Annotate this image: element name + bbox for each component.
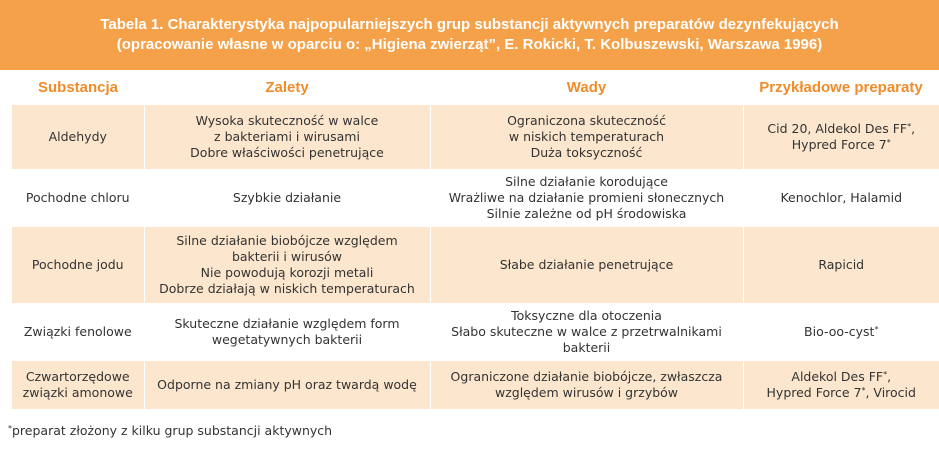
cell-line: Skuteczne działanie względem form [174, 316, 400, 331]
cell-line: Silnie zależne od pH środowiska [486, 206, 687, 221]
substances-table [12, 70, 939, 409]
table-row [12, 169, 939, 227]
cell-line: Dobre właściwości penetrujące [190, 145, 384, 160]
cell-advantages [144, 303, 430, 361]
header-substance: Substancja [37, 79, 119, 96]
cell-examples [743, 303, 939, 361]
cell-line: bakterii i wirusów [231, 249, 343, 264]
table-row [12, 361, 939, 409]
cell-line: Wrażliwe na działanie promieni słonecznych [448, 190, 725, 205]
cell-advantages [144, 361, 430, 409]
cell-line: Związki fenolowe [23, 324, 132, 339]
cell-line: Aldekol Des FF*, [791, 369, 892, 384]
cell-line: Duża toksyczność [530, 145, 643, 160]
cell-line: Silne działanie biobójcze względem [176, 233, 398, 248]
cell-line: Cid 20, Aldekol Des FF*, [767, 121, 916, 136]
cell-disadvantages [430, 303, 743, 361]
cell-line: Kenochlor, Halamid [780, 190, 903, 205]
cell-line: Dobrze działają w niskich temperaturach [159, 281, 415, 296]
table-header-row [12, 70, 939, 105]
cell-line: Rapicid [818, 257, 865, 272]
cell-substance [12, 105, 144, 169]
cell-line: Ograniczona skuteczność [507, 113, 666, 128]
cell-examples [743, 361, 939, 409]
cell-substance [12, 227, 144, 303]
cell-examples [743, 169, 939, 227]
cell-line: Szybkie działanie [232, 190, 342, 205]
table-row [12, 227, 939, 303]
cell-line: Odporne na zmiany pH oraz twardą wodę [157, 377, 417, 392]
header-examples: Przykładowe preparaty [759, 79, 923, 96]
table-body [12, 105, 939, 409]
cell-line: Silne działanie korodujące [505, 174, 668, 189]
cell-line: Czwartorzędowe [25, 369, 130, 384]
cell-line: Wysoka skuteczność w walce [195, 113, 379, 128]
table-title [0, 0, 939, 70]
table-row [12, 105, 939, 169]
footnote: *preparat złożony z kilku grup substancji aktywnych [8, 423, 333, 438]
table-container [12, 70, 939, 409]
cell-line: Toksyczne dla otoczenia [511, 308, 662, 323]
cell-disadvantages [430, 105, 743, 169]
cell-line: w niskich temperaturach [508, 129, 665, 144]
cell-disadvantages [430, 227, 743, 303]
cell-line: Pochodne chloru [25, 190, 130, 205]
cell-line: Hypred Force 7*, Virocid [766, 385, 916, 400]
header-disadvantages: Wady [566, 79, 607, 96]
cell-line: Bio-oo-cyst* [804, 324, 879, 339]
cell-substance [12, 361, 144, 409]
cell-disadvantages [430, 361, 743, 409]
table-title-line1: Tabela 1. Charakterystyka najpopularniejszych grup substancji aktywnych preparatów dezynfekujących [100, 16, 839, 33]
cell-line: wegetatywnych bakterii [211, 332, 363, 347]
cell-line: bakterii [562, 340, 611, 355]
header-advantages: Zalety [265, 79, 309, 96]
cell-line: względem wirusów i grzybów [494, 385, 679, 400]
cell-line: Hypred Force 7* [791, 137, 891, 152]
table-title-line2: (opracowanie własne w oparciu o: „Higiena zwierząt”, E. Rokicki, T. Kolbuszewski, Warszawa 1996) [116, 36, 823, 53]
cell-advantages [144, 105, 430, 169]
cell-line: Ograniczone działanie biobójcze, zwłaszcza [450, 369, 723, 384]
cell-substance [12, 169, 144, 227]
cell-advantages [144, 227, 430, 303]
cell-advantages [144, 169, 430, 227]
cell-line: Aldehydy [48, 129, 107, 144]
cell-line: Słabe działanie penetrujące [499, 257, 674, 272]
cell-line: związki amonowe [22, 385, 133, 400]
cell-substance [12, 303, 144, 361]
cell-line: Nie powodują korozji metali [200, 265, 374, 280]
cell-line: z bakteriami i wirusami [214, 129, 360, 144]
cell-examples [743, 227, 939, 303]
cell-examples [743, 105, 939, 169]
cell-line: Słabo skuteczne w walce z przetrwalnikami [451, 324, 722, 339]
table-row [12, 303, 939, 361]
cell-line: Pochodne jodu [31, 257, 124, 272]
cell-disadvantages [430, 169, 743, 227]
